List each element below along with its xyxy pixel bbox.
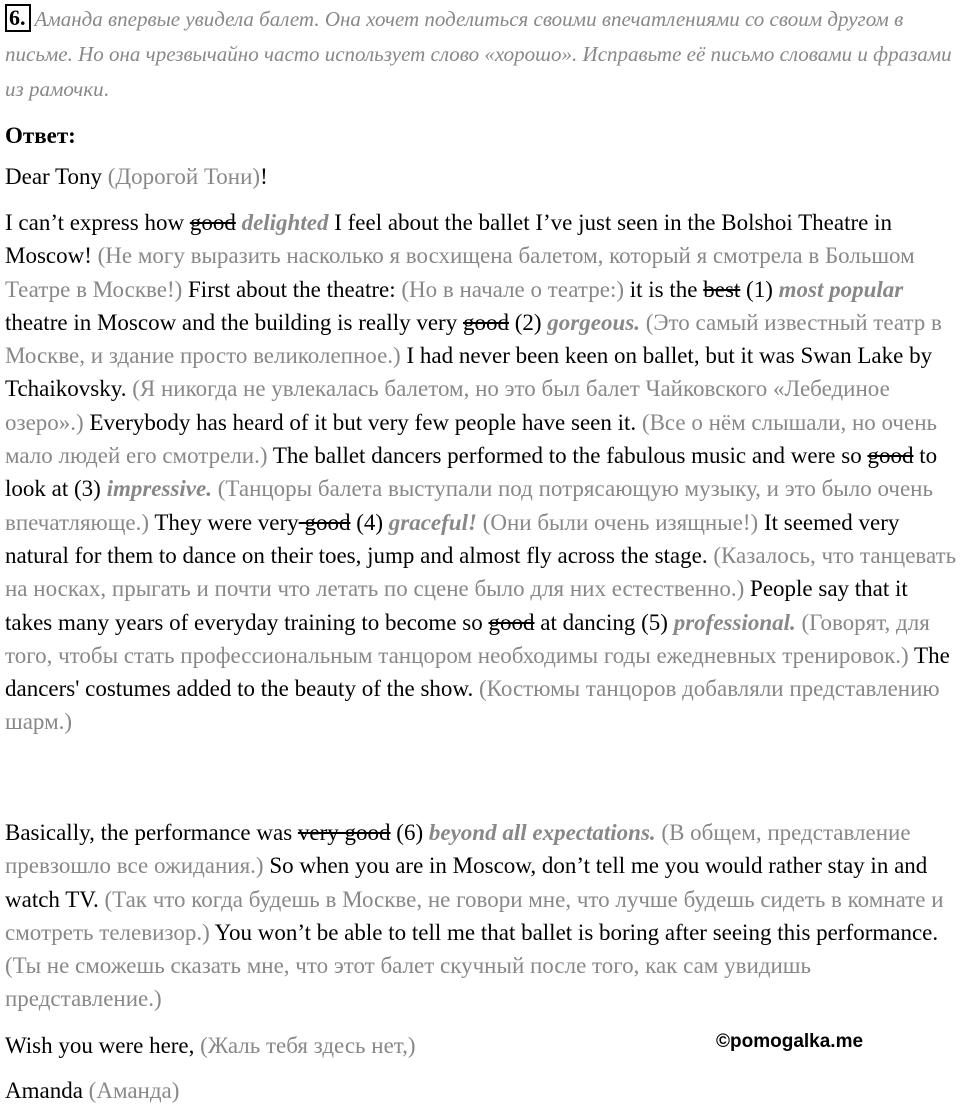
text: The ballet dancers performed to the fabulous music and were so (267, 443, 868, 469)
text: to look at (3) (5, 443, 938, 502)
greeting (5, 160, 960, 193)
translation: (Костюмы танцоров добавляли представлению шарм.) (5, 676, 940, 735)
text: at dancing (5) (534, 609, 674, 635)
text: You won’t be able to tell me that ballet is boring after seeing this performance. (209, 919, 939, 945)
translation: (Так что когда будешь в Москве, не говори мне, что лучше будешь сидеть в комнате и смотреть телевизор.) (5, 886, 944, 945)
closing-en: Wish you were here, (5, 1033, 201, 1058)
struck-word: very good (297, 820, 391, 845)
struck-word: good (189, 210, 236, 235)
translation: (Это самый известный театр в Москве, и здание просто великолепное.) (5, 309, 942, 369)
signature-ru: (Аманда) (88, 1078, 180, 1103)
text: Basically, the performance was (5, 820, 298, 845)
translation: (Они были очень изящные!) (482, 509, 759, 535)
text: it is the (624, 276, 704, 302)
translation: (Казалось, что танцевать на носках, прыгать и почти что летать по сцене было для них естественно.) (5, 542, 957, 602)
struck-word: best (703, 276, 741, 302)
text: theatre in Moscow and the building is really very (5, 309, 463, 335)
translation: (Не могу выразить насколько я восхищена балетом, который я смотрела в Большом Театре в Москве!) (5, 243, 915, 302)
text: Everybody has heard of it but very few people have seen it. (83, 409, 642, 435)
text: (2) (508, 309, 548, 335)
answer-word: gorgeous. (547, 309, 640, 335)
answer-word: graceful! (388, 509, 477, 535)
text: So when you are in Moscow, don’t tell me you would rather stay in and watch TV. (5, 853, 928, 912)
signature-line (5, 1074, 960, 1107)
text: First about the theatre: (182, 276, 402, 302)
answer-word: professional. (673, 609, 796, 635)
struck-word: good (867, 443, 914, 469)
text: I feel about the ballet I’ve just seen in the Bolshoi Theatre in Moscow! (5, 210, 892, 269)
letter-paragraph-1 (5, 206, 960, 739)
task-end: . (103, 77, 109, 101)
translation: (Танцоры балета выступали под потрясающую музыку, и это было очень впечатляюще.) (5, 476, 933, 535)
answer-word: delighted (241, 210, 329, 235)
struck-word: good (488, 609, 535, 635)
translation: (Я никогда не увлекалась балетом, но это был балет Чайковского «Лебединое озеро».) (5, 376, 890, 435)
task-statement (5, 2, 955, 107)
struck-word: good (298, 509, 351, 535)
text: I can’t express how (5, 210, 190, 235)
text: People say that it takes many years of everyday training to become so (5, 576, 908, 635)
text: The dancers' costumes added to the beauty of the show. (5, 642, 950, 702)
translation: (Ты не сможешь сказать мне, что этот балет скучный после того, как сам увидишь представление.) (5, 953, 811, 1012)
task-number: 6. (5, 4, 31, 32)
text: They were very (149, 509, 299, 535)
text: (6) (390, 820, 429, 845)
greeting-ru: (Дорогой Тони) (107, 164, 261, 189)
answer-heading: Ответ: (5, 123, 76, 148)
task-text: Аманда впервые увидела балет. Она хочет поделиться своими впечатлениями со своим другом в письме. Но она чрезвычайно часто использует слово «хорошо». Исправьте её письмо словами и фразами из рамочки (5, 7, 952, 101)
text: (4) (350, 509, 389, 535)
translation: (В общем, представление превзошло все ожидания.) (5, 820, 911, 879)
greeting-en: Dear Tony (5, 164, 102, 189)
translation: (Но в начале о театре:) (401, 276, 624, 302)
text: It seemed very natural for them to dance on their toes, jump and almost fly across the stage. (5, 509, 900, 568)
struck-word: good (462, 309, 509, 335)
text: (1) (740, 276, 779, 302)
answer-word: most popular (778, 276, 904, 302)
text: I had never been keen on ballet, but it was Swan Lake by Tchaikovsky. (5, 343, 933, 402)
signature-en: Amanda (5, 1078, 89, 1103)
answer-word: beyond all expectations. (428, 820, 656, 845)
translation: (Все о нём слышали, но очень мало людей его смотрели.) (5, 409, 938, 469)
answer-word: impressive. (106, 476, 212, 502)
copyright-watermark: ©pomogalka.me (716, 1031, 864, 1052)
closing-ru: (Жаль тебя здесь нет,) (200, 1033, 416, 1058)
greeting-end: ! (260, 164, 268, 189)
translation: (Говорят, для того, чтобы стать профессиональным танцором необходимы годы ежедневных тренировок.) (5, 609, 930, 668)
letter-paragraph-2 (5, 816, 960, 1016)
